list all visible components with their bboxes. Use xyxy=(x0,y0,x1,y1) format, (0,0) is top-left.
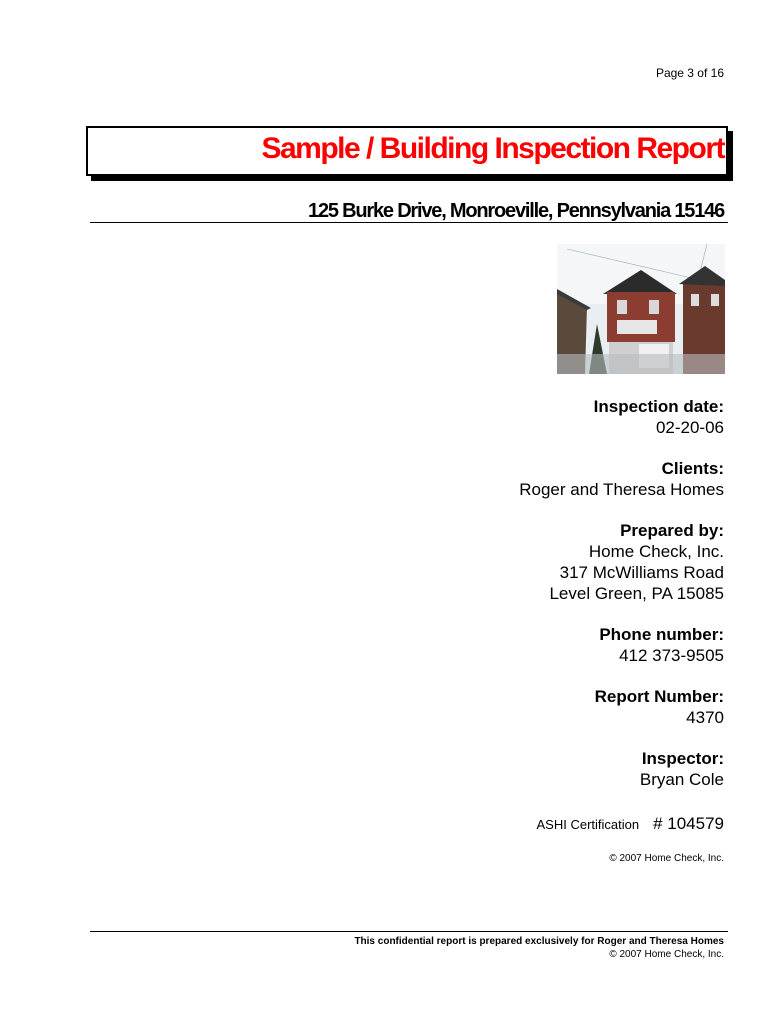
detail-group xyxy=(519,520,724,604)
copyright: © 2007 Home Check, Inc. xyxy=(609,853,724,864)
property-address: 125 Burke Drive, Monroeville, Pennsylvania 15146 xyxy=(308,200,724,222)
report-details xyxy=(519,396,724,810)
footer-divider xyxy=(90,931,728,932)
detail-value: Bryan Cole xyxy=(639,770,724,789)
title-box xyxy=(86,126,728,176)
detail-value: Level Green, PA 15085 xyxy=(549,584,724,603)
detail-label: Clients: xyxy=(661,459,724,478)
detail-label: Report Number: xyxy=(594,687,724,706)
house-photo xyxy=(557,244,725,374)
detail-value: 412 373-9505 xyxy=(619,646,724,665)
detail-group xyxy=(519,624,724,666)
detail-group xyxy=(519,686,724,728)
detail-group xyxy=(519,748,724,790)
detail-group xyxy=(519,458,724,500)
report-title: Sample / Building Inspection Report xyxy=(261,132,724,165)
ashi-certification xyxy=(537,814,725,834)
page-number: Page 3 of 16 xyxy=(655,66,724,80)
detail-value: Roger and Theresa Homes xyxy=(519,480,724,499)
detail-value: Home Check, Inc. xyxy=(588,542,724,561)
detail-value: 317 McWilliams Road xyxy=(559,563,724,582)
detail-label: Inspector: xyxy=(641,749,724,768)
detail-group xyxy=(519,396,724,438)
certification-label: ASHI Certification xyxy=(536,817,640,832)
detail-value: 4370 xyxy=(686,708,724,727)
detail-label: Prepared by: xyxy=(620,521,724,540)
confidential-notice: This confidential report is prepared exclusively for Roger and Theresa Homes xyxy=(354,936,724,947)
detail-label: Inspection date: xyxy=(593,397,724,416)
certification-number: # 104579 xyxy=(653,814,724,833)
detail-label: Phone number: xyxy=(599,625,724,644)
footer-copyright: © 2007 Home Check, Inc. xyxy=(609,949,724,960)
footer xyxy=(354,935,724,961)
detail-value: 02-20-06 xyxy=(655,418,724,437)
divider xyxy=(90,222,728,223)
